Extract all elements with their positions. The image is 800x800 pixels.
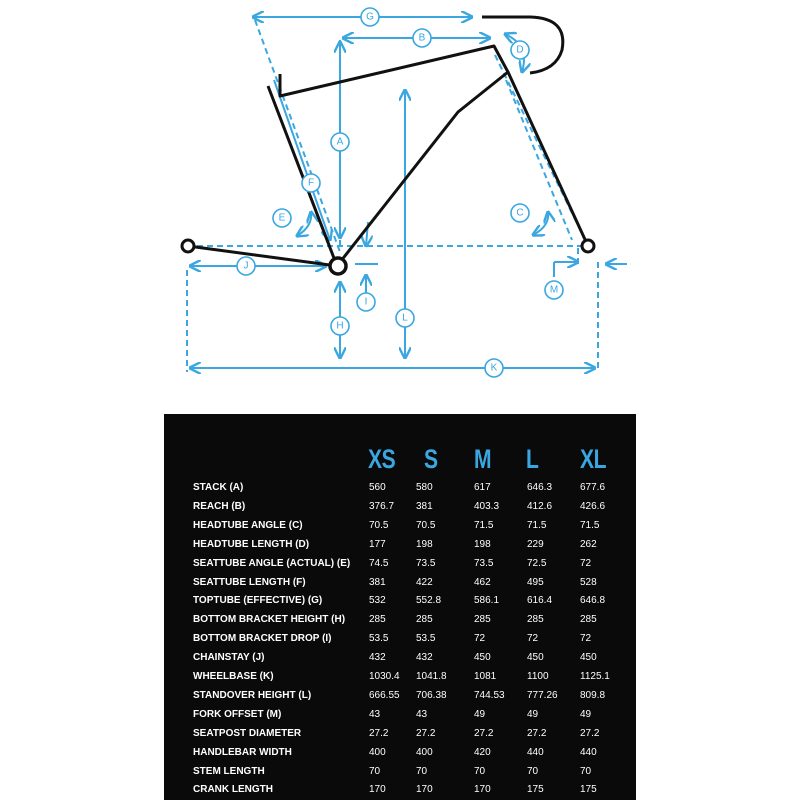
row-value: 285 <box>474 614 491 626</box>
row-value: 49 <box>527 708 539 720</box>
row-label: CRANK LENGTH <box>193 784 273 796</box>
row-value: 376.7 <box>369 500 395 512</box>
size-header-xl: XL <box>580 444 607 474</box>
row-label: SEATPOST DIAMETER <box>193 727 302 739</box>
geometry-table <box>164 414 636 800</box>
label-B <box>413 29 431 47</box>
row-value: 617 <box>474 482 491 493</box>
svg-text:J: J <box>243 260 249 272</box>
row-value: 285 <box>369 614 386 626</box>
row-value: 72 <box>580 557 592 569</box>
label-E <box>273 209 291 227</box>
row-value: 27.2 <box>580 727 600 739</box>
svg-text:I: I <box>364 296 368 308</box>
row-value: 70.5 <box>369 519 389 531</box>
row-value: 177 <box>369 538 386 550</box>
row-value: 560 <box>369 482 386 493</box>
row-value: 580 <box>416 482 433 493</box>
row-value: 198 <box>416 538 433 550</box>
row-value: 74.5 <box>369 557 389 569</box>
row-value: 262 <box>580 538 597 550</box>
row-value: 70 <box>416 765 428 777</box>
row-value: 72 <box>580 633 592 645</box>
row-label: REACH (B) <box>193 500 246 512</box>
row-value: 646.3 <box>527 482 553 493</box>
row-value: 285 <box>580 614 597 626</box>
row-value: 285 <box>527 614 544 626</box>
size-header-xs: XS <box>368 444 396 474</box>
row-label: BOTTOM BRACKET HEIGHT (H) <box>193 614 346 626</box>
row-value: 175 <box>580 784 597 796</box>
row-value: 27.2 <box>416 727 436 739</box>
row-value: 70 <box>527 765 539 777</box>
row-value: 422 <box>416 576 433 588</box>
row-label: BOTTOM BRACKET DROP (I) <box>193 633 332 645</box>
label-M <box>545 281 563 299</box>
row-label: HANDLEBAR WIDTH <box>193 746 292 758</box>
label-A <box>331 133 349 151</box>
row-value: 1041.8 <box>416 671 447 682</box>
row-value: 72 <box>474 633 486 645</box>
svg-text:H: H <box>336 320 344 332</box>
row-value: 70.5 <box>416 519 436 531</box>
row-label: TOPTUBE (EFFECTIVE) (G) <box>193 595 323 607</box>
row-value: 646.8 <box>580 595 606 607</box>
label-I <box>357 293 375 311</box>
svg-text:L: L <box>402 312 408 324</box>
label-H <box>331 317 349 335</box>
row-label: CHAINSTAY (J) <box>193 652 265 664</box>
svg-text:G: G <box>366 11 374 23</box>
svg-text:E: E <box>278 212 286 224</box>
row-value: 412.6 <box>527 500 553 512</box>
row-value: 53.5 <box>416 633 436 645</box>
row-value: 809.8 <box>580 689 606 701</box>
size-header-m: M <box>474 444 492 474</box>
row-value: 677.6 <box>580 482 606 493</box>
row-value: 285 <box>416 614 433 626</box>
row-value: 1125.1 <box>580 671 610 682</box>
row-value: 462 <box>474 576 491 588</box>
svg-text:K: K <box>490 362 498 374</box>
row-label: STANDOVER HEIGHT (L) <box>193 689 312 701</box>
row-value: 1030.4 <box>369 671 400 682</box>
row-value: 426.6 <box>580 500 606 512</box>
row-value: 744.53 <box>474 689 505 701</box>
row-value: 71.5 <box>580 519 600 531</box>
svg-text:C: C <box>516 207 524 219</box>
row-value: 229 <box>527 538 544 550</box>
bottom-bracket <box>330 258 346 274</box>
row-value: 528 <box>580 576 597 588</box>
row-label: WHEELBASE (K) <box>193 671 274 682</box>
row-value: 440 <box>527 746 544 758</box>
row-value: 440 <box>580 746 597 758</box>
row-label: SEATTUBE LENGTH (F) <box>193 576 306 588</box>
row-value: 49 <box>474 708 486 720</box>
label-J <box>237 257 255 275</box>
row-value: 777.26 <box>527 689 558 701</box>
row-value: 175 <box>527 784 544 796</box>
svg-text:M: M <box>549 284 559 296</box>
row-label: STACK (A) <box>193 482 244 493</box>
rear-axle <box>182 240 194 252</box>
size-header-s: S <box>424 444 438 474</box>
row-value: 72 <box>527 633 539 645</box>
row-value: 432 <box>416 652 433 664</box>
label-G <box>361 8 379 26</box>
row-value: 400 <box>416 746 433 758</box>
label-K <box>485 359 503 377</box>
row-value: 27.2 <box>369 727 389 739</box>
row-value: 1081 <box>474 671 497 682</box>
svg-text:F: F <box>307 177 315 189</box>
row-value: 70 <box>369 765 381 777</box>
row-value: 450 <box>474 652 491 664</box>
row-value: 450 <box>527 652 544 664</box>
svg-text:A: A <box>336 136 344 148</box>
row-value: 27.2 <box>474 727 494 739</box>
row-value: 170 <box>474 784 491 796</box>
label-D <box>511 41 529 59</box>
row-value: 1100 <box>527 671 549 682</box>
row-value: 706.38 <box>416 689 447 701</box>
row-value: 53.5 <box>369 633 389 645</box>
row-value: 49 <box>580 708 592 720</box>
svg-text:B: B <box>418 32 426 44</box>
row-value: 27.2 <box>527 727 547 739</box>
row-value: 73.5 <box>416 557 436 569</box>
row-value: 73.5 <box>474 557 494 569</box>
row-label: FORK OFFSET (M) <box>193 708 282 720</box>
svg-text:D: D <box>516 44 524 56</box>
row-label: HEADTUBE ANGLE (C) <box>193 519 303 531</box>
front-axle <box>582 240 594 252</box>
row-value: 432 <box>369 652 386 664</box>
row-value: 532 <box>369 595 386 607</box>
row-value: 403.3 <box>474 500 500 512</box>
row-value: 616.4 <box>527 595 553 607</box>
row-value: 552.8 <box>416 595 442 607</box>
row-label: HEADTUBE LENGTH (D) <box>193 538 310 550</box>
row-value: 400 <box>369 746 386 758</box>
label-F <box>302 174 320 192</box>
row-value: 450 <box>580 652 597 664</box>
row-value: 70 <box>474 765 486 777</box>
row-value: 495 <box>527 576 544 588</box>
label-C <box>511 204 529 222</box>
row-value: 170 <box>369 784 386 796</box>
row-value: 72.5 <box>527 557 547 569</box>
row-value: 70 <box>580 765 592 777</box>
row-value: 381 <box>416 500 433 512</box>
row-value: 71.5 <box>474 519 494 531</box>
row-value: 43 <box>416 708 428 720</box>
row-value: 420 <box>474 746 491 758</box>
row-value: 198 <box>474 538 491 550</box>
row-label: SEATTUBE ANGLE (ACTUAL) (E) <box>193 557 351 569</box>
row-value: 381 <box>369 576 386 588</box>
row-value: 170 <box>416 784 433 796</box>
row-value: 586.1 <box>474 595 500 607</box>
size-header-l: L <box>526 444 539 474</box>
row-label: STEM LENGTH <box>193 765 265 777</box>
row-value: 666.55 <box>369 689 400 701</box>
dimension-labels <box>237 8 563 377</box>
row-value: 71.5 <box>527 519 547 531</box>
label-L <box>396 309 414 327</box>
row-value: 43 <box>369 708 381 720</box>
